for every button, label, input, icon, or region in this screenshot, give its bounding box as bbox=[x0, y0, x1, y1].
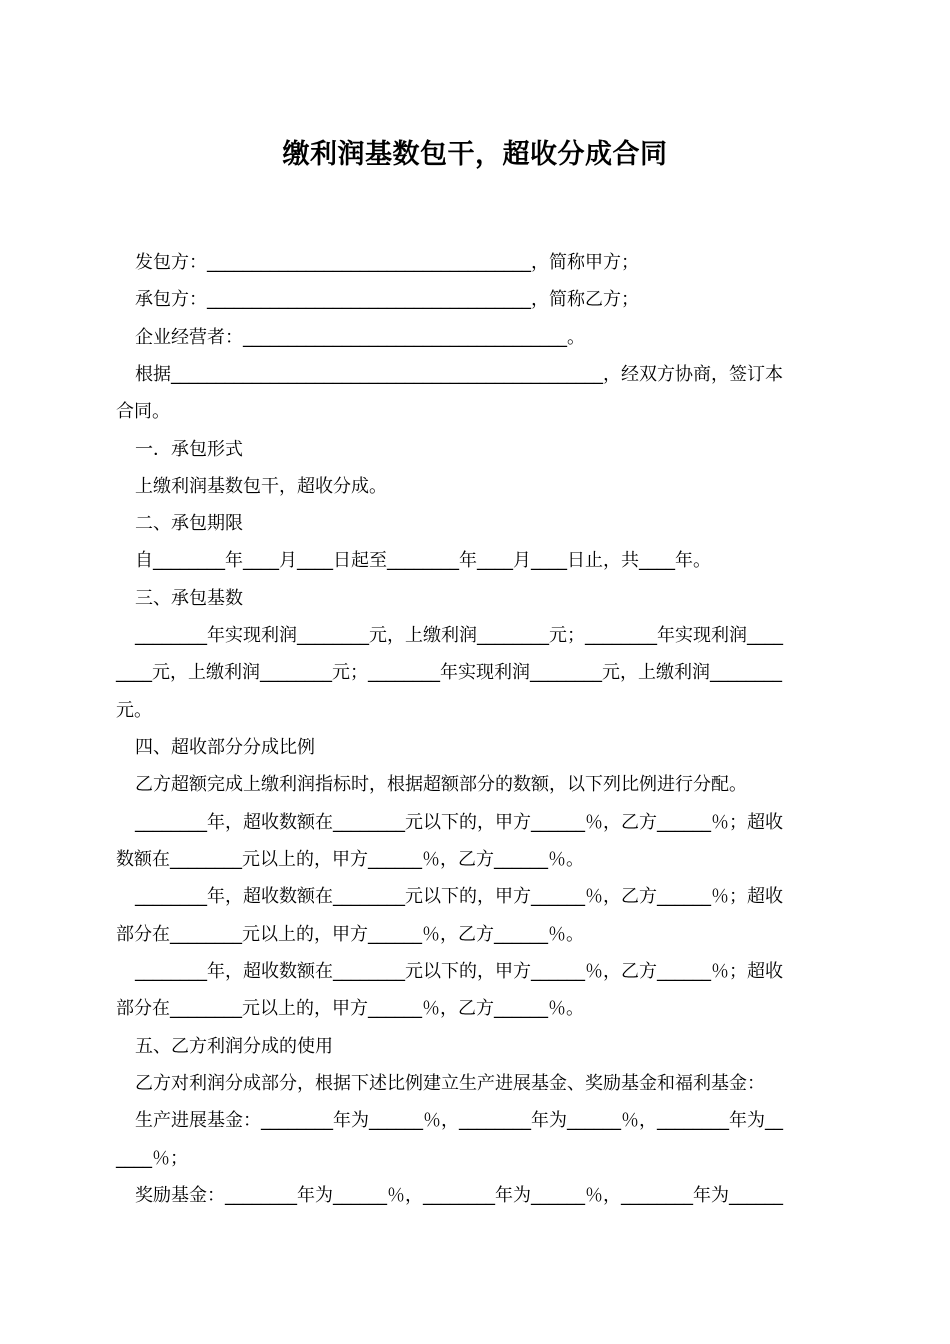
document-title: 缴利润基数包干，超收分成合同 bbox=[282, 139, 668, 170]
paragraph-line: ________年，超收数额在________元以下的，甲方______％，乙方______％；超收 bbox=[135, 812, 783, 833]
paragraph-line: ________年，超收数额在________元以下的，甲方______％，乙方______％；超收 bbox=[135, 961, 783, 982]
section-heading: 四、超收部分分成比例 bbox=[135, 737, 315, 758]
section-heading: 三、承包基数 bbox=[135, 588, 243, 609]
paragraph-line: 乙方对利润分成部分，根据下述比例建立生产进展基金、奖励基金和福利基金： bbox=[135, 1073, 765, 1094]
paragraph-line: 数额在________元以上的，甲方______％，乙方______％。 bbox=[116, 849, 584, 870]
paragraph-line: 承包方：____________________________________，简称乙方； bbox=[135, 289, 639, 310]
paragraph-line: 上缴利润基数包干，超收分成。 bbox=[135, 476, 387, 497]
paragraph-line: 生产进展基金：________年为______％，________年为______％，________年为__ bbox=[135, 1110, 783, 1131]
section-heading: 五、乙方利润分成的使用 bbox=[135, 1036, 333, 1057]
section-heading: 二、承包期限 bbox=[135, 513, 243, 534]
paragraph-line: 乙方超额完成上缴利润指标时，根据超额部分的数额，以下列比例进行分配。 bbox=[135, 774, 747, 795]
paragraph-line: 企业经营者：____________________________________。 bbox=[135, 327, 585, 348]
paragraph-line: 根据________________________________________________，经双方协商，签订本 bbox=[135, 364, 783, 385]
paragraph-line: 合同。 bbox=[116, 401, 170, 422]
paragraph-line: 自________年____月____日起至________年____月____日止，共____年。 bbox=[135, 550, 711, 571]
paragraph-line: ____％； bbox=[116, 1148, 188, 1169]
paragraph-line: 奖励基金：________年为______％，________年为______％，________年为______ bbox=[135, 1185, 783, 1206]
paragraph-line: 部分在________元以上的，甲方______％，乙方______％。 bbox=[116, 998, 584, 1019]
paragraph-line: ________年，超收数额在________元以下的，甲方______％，乙方______％；超收 bbox=[135, 886, 783, 907]
paragraph-line: 元。 bbox=[116, 700, 152, 721]
paragraph-line: ________年实现利润________元，上缴利润________元；________年实现利润____ bbox=[135, 625, 783, 646]
paragraph-line: 发包方：____________________________________，简称甲方； bbox=[135, 252, 639, 273]
section-heading: 一．承包形式 bbox=[135, 439, 243, 460]
paragraph-line: ____元，上缴利润________元；________年实现利润________元，上缴利润________ bbox=[116, 662, 782, 683]
paragraph-line: 部分在________元以上的，甲方______％，乙方______％。 bbox=[116, 924, 584, 945]
